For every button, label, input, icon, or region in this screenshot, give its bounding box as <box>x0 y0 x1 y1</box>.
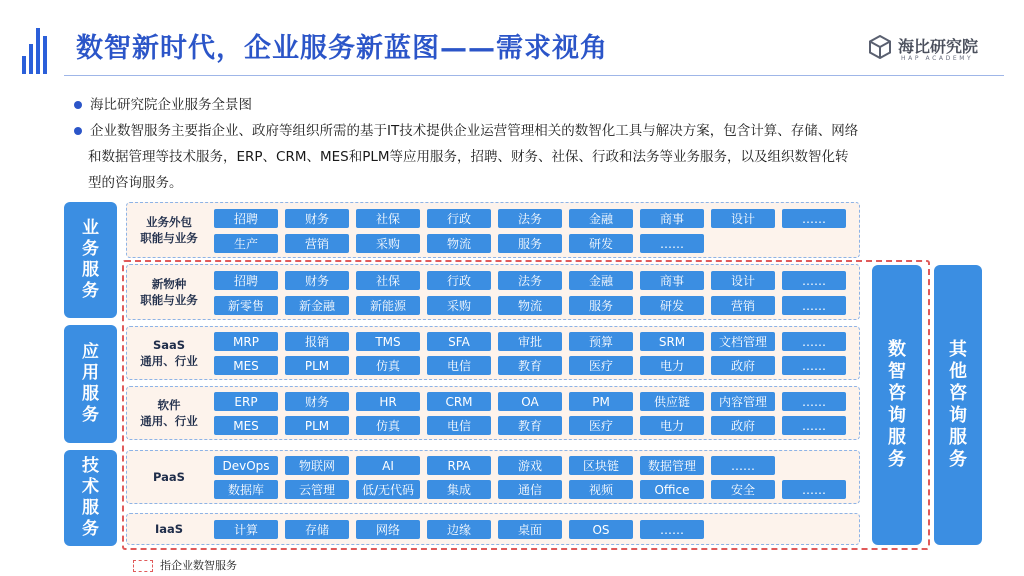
service-chip: 物流 <box>427 234 491 253</box>
bullet-dot <box>74 127 82 135</box>
service-chip: …… <box>782 296 846 315</box>
row-label-line: 职能与业务 <box>140 293 198 307</box>
service-chip: PLM <box>285 356 349 375</box>
service-chip: PM <box>569 392 633 411</box>
service-chip: …… <box>640 520 704 539</box>
service-chip: 商事 <box>640 271 704 290</box>
service-chip: MES <box>214 356 278 375</box>
service-chip: 新能源 <box>356 296 420 315</box>
service-chip: 医疗 <box>569 416 633 435</box>
cube-logo-icon <box>868 35 892 59</box>
service-chip: 新零售 <box>214 296 278 315</box>
bullet-continuation: 和数据管理等技术服务，ERP、CRM、MES和PLM等应用服务，招聘、财务、社保、行政和法务等业务服务，以及组织数智化转 <box>88 149 849 165</box>
service-chip: …… <box>782 392 846 411</box>
service-chip: 研发 <box>569 234 633 253</box>
service-chip: SRM <box>640 332 704 351</box>
service-chip: 游戏 <box>498 456 562 475</box>
service-chip: 设计 <box>711 209 775 228</box>
service-chip: 物联网 <box>285 456 349 475</box>
service-chip: 采购 <box>356 234 420 253</box>
service-chip: Office <box>640 480 704 499</box>
service-chip: 生产 <box>214 234 278 253</box>
other-consulting-column <box>934 265 982 545</box>
header-divider <box>64 75 1004 76</box>
row-label-line: 职能与业务 <box>140 231 198 245</box>
row-label <box>127 203 211 257</box>
row-label-line: SaaS <box>152 338 186 352</box>
service-chip: 集成 <box>427 480 491 499</box>
service-chip: …… <box>782 271 846 290</box>
row-label-line: 软件 <box>157 398 181 412</box>
row-label-line: 新物种 <box>151 277 187 291</box>
service-chip: 法务 <box>498 209 562 228</box>
category-technology-services <box>64 450 117 546</box>
service-chip: HR <box>356 392 420 411</box>
service-chip: DevOps <box>214 456 278 475</box>
category-application-services <box>64 325 117 443</box>
service-chip: 财务 <box>285 209 349 228</box>
bullet-text: 海比研究院企业服务全景图 <box>90 97 252 113</box>
service-chip: SFA <box>427 332 491 351</box>
service-chip: 招聘 <box>214 271 278 290</box>
service-chip: 区块链 <box>569 456 633 475</box>
service-chip: …… <box>782 332 846 351</box>
bullet-continuation: 型的咨询服务。 <box>88 175 183 191</box>
brand-logo <box>868 32 1008 68</box>
digital-services-highlight <box>122 260 930 550</box>
service-chip: 行政 <box>427 271 491 290</box>
service-chip: 新金融 <box>285 296 349 315</box>
service-chip: 服务 <box>498 234 562 253</box>
service-chip: 桌面 <box>498 520 562 539</box>
service-chip: 商事 <box>640 209 704 228</box>
service-chip: 财务 <box>285 392 349 411</box>
service-chip: RPA <box>427 456 491 475</box>
service-chip: 供应链 <box>640 392 704 411</box>
service-chip: 审批 <box>498 332 562 351</box>
service-chip: PLM <box>285 416 349 435</box>
service-chip: …… <box>782 356 846 375</box>
service-chip: 文档管理 <box>711 332 775 351</box>
service-chip: 电信 <box>427 356 491 375</box>
service-chip: MES <box>214 416 278 435</box>
service-chip: 社保 <box>356 209 420 228</box>
service-chip: 电信 <box>427 416 491 435</box>
service-chip: 存储 <box>285 520 349 539</box>
side-label: 其他咨询服务 <box>949 339 967 470</box>
service-chip: 低/无代码 <box>356 480 420 499</box>
service-chip: 仿真 <box>356 356 420 375</box>
service-chip: 数据管理 <box>640 456 704 475</box>
row-label-line: 业务外包 <box>146 215 192 229</box>
service-chip: 云管理 <box>285 480 349 499</box>
service-chip: …… <box>711 456 775 475</box>
service-chip: 报销 <box>285 332 349 351</box>
service-chip: 仿真 <box>356 416 420 435</box>
legend-label: 指企业数智服务 <box>160 559 237 572</box>
legend-swatch <box>133 560 153 572</box>
service-chip: 设计 <box>711 271 775 290</box>
service-chip: 营销 <box>285 234 349 253</box>
bullet-text: 企业数智服务主要指企业、政府等组织所需的基于IT技术提供企业运营管理相关的数智化工具与解决方案，包含计算、存储、网络 <box>90 123 859 139</box>
service-chip: 招聘 <box>214 209 278 228</box>
service-chip: 采购 <box>427 296 491 315</box>
service-chip: ERP <box>214 392 278 411</box>
service-chip: 内容管理 <box>711 392 775 411</box>
service-chip: 研发 <box>640 296 704 315</box>
service-chip: 边缘 <box>427 520 491 539</box>
service-chip: AI <box>356 456 420 475</box>
brand-name: 海比研究院 <box>898 37 979 56</box>
service-chip: 视频 <box>569 480 633 499</box>
side-label: 数智咨询服务 <box>888 339 906 470</box>
service-chip: TMS <box>356 332 420 351</box>
brand-subtitle: HAP ACADEMY <box>901 55 974 62</box>
bullet-dot <box>74 101 82 109</box>
service-chip: 法务 <box>498 271 562 290</box>
digital-consulting-column <box>872 265 922 545</box>
category-label: 业务服务 <box>82 218 99 301</box>
category-label: 技术服务 <box>82 456 99 539</box>
service-chip: 营销 <box>711 296 775 315</box>
service-chip: MRP <box>214 332 278 351</box>
service-chip: 网络 <box>356 520 420 539</box>
service-chip: 电力 <box>640 356 704 375</box>
bar-logo-icon <box>22 28 50 74</box>
category-label: 应用服务 <box>82 342 99 425</box>
service-chip: 服务 <box>569 296 633 315</box>
service-chip: OA <box>498 392 562 411</box>
service-chip: 医疗 <box>569 356 633 375</box>
service-chip: 电力 <box>640 416 704 435</box>
row-label-line: PaaS <box>153 470 185 484</box>
row-label-line: IaaS <box>154 522 184 536</box>
service-chip: 预算 <box>569 332 633 351</box>
service-chip: …… <box>782 480 846 499</box>
service-chip: 物流 <box>498 296 562 315</box>
service-chip: 通信 <box>498 480 562 499</box>
service-chip: OS <box>569 520 633 539</box>
service-chip: 财务 <box>285 271 349 290</box>
page-title: 数智新时代，企业服务新蓝图——需求视角 <box>76 33 608 64</box>
service-chip: …… <box>640 234 704 253</box>
service-chip: 安全 <box>711 480 775 499</box>
service-chip: 数据库 <box>214 480 278 499</box>
service-chip: 金融 <box>569 209 633 228</box>
service-chip: …… <box>782 416 846 435</box>
service-chip: CRM <box>427 392 491 411</box>
service-chip: 行政 <box>427 209 491 228</box>
service-chip: 社保 <box>356 271 420 290</box>
service-chip: 计算 <box>214 520 278 539</box>
row-label-line: 通用、行业 <box>140 354 198 368</box>
service-row <box>126 202 860 258</box>
service-chip: …… <box>782 209 846 228</box>
service-chip: 政府 <box>711 416 775 435</box>
row-label-line: 通用、行业 <box>140 414 198 428</box>
service-chip: 教育 <box>498 416 562 435</box>
service-chip: 金融 <box>569 271 633 290</box>
service-chip: 政府 <box>711 356 775 375</box>
service-chip: 教育 <box>498 356 562 375</box>
category-business-services <box>64 202 117 318</box>
